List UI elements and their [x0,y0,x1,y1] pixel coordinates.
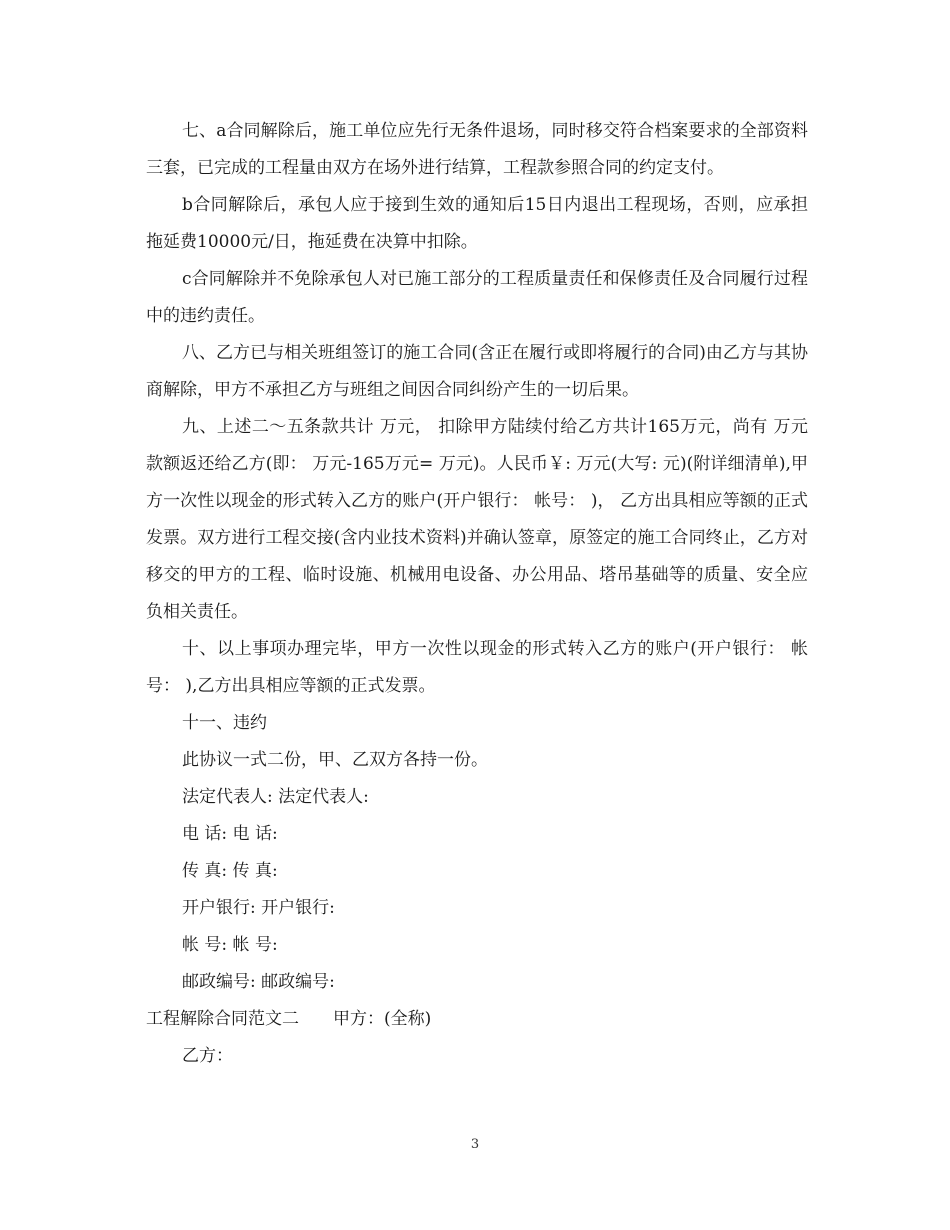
signature-account: 帐 号: 帐 号: [182,935,278,955]
clause-11-heading: 十一、违约 [182,713,267,733]
clause-8: 八、乙方已与相关班组签订的施工合同(含正在履行或即将履行的合同)由乙方与其协商解除，甲方不承担乙方与班组之间因合同纠纷产生的一切后果。 [146,343,808,400]
clause-7b: b合同解除后，承包人应于接到生效的通知后15日内退出工程现场，否则，应承担拖延费10000元/日，拖延费在决算中扣除。 [146,195,808,252]
copies-statement: 此协议一式二份，甲、乙双方各持一份。 [182,750,488,770]
clause-7c: c合同解除并不免除承包人对已施工部分的工程质量责任和保修责任及合同履行过程中的违约责任。 [146,269,808,326]
clause-10: 十、以上事项办理完毕，甲方一次性以现金的形式转入乙方的账户(开户银行： 帐号： ),乙方出具相应等额的正式发票。 [146,639,808,696]
clause-7a: 七、a合同解除后，施工单位应先行无条件退场，同时移交符合档案要求的全部资料三套，已完成的工程量由双方在场外进行结算，工程款参照合同的约定支付。 [146,121,808,178]
signature-phone: 电 话: 电 话: [182,824,278,844]
page-number: 3 [470,1137,480,1152]
signature-legal-rep: 法定代表人: 法定代表人: [182,787,369,807]
party-b-line: 乙方： [182,1046,233,1066]
signature-fax: 传 真: 传 真: [182,861,278,881]
clause-9: 九、上述二～五条款共计 万元， 扣除甲方陆续付给乙方共计165万元，尚有 万元款额返还给乙方(即： 万元-165万元= 万元)。人民币￥: 万元(大写: 元)(附详细清单),甲方一次性以现金的形式转入乙方的账户(开户银行： 帐号： )， 乙方出具相应等额的正式发票。双方进行工程交接(含内业技术资料)并确认签章，原签定的施工合同终止，乙方对移交的甲方的工程、临时设施、机械用电设备、办公用品、塔吊基础等的质量、安全应负相关责任。 [146,417,808,622]
sample-two-heading: 工程解除合同范文二 甲方：(全称) [146,1009,432,1029]
signature-bank: 开户银行: 开户银行: [182,898,335,918]
document-body [146,113,808,1075]
signature-postcode: 邮政编号: 邮政编号: [182,972,335,992]
